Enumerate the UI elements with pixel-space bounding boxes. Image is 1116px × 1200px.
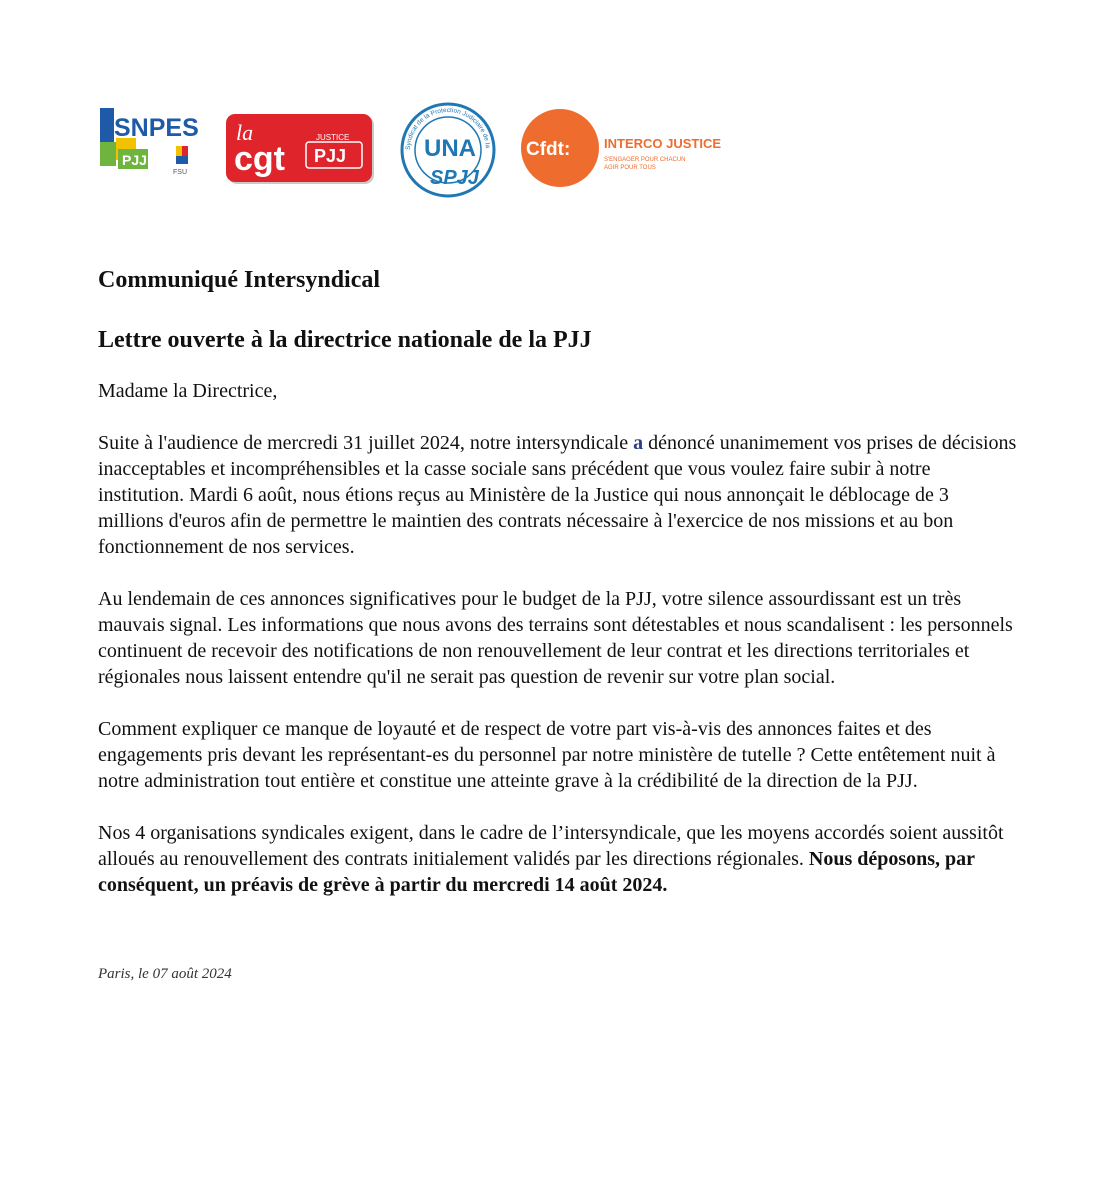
paragraph-1-start: Suite à l'audience de mercredi 31 juillet 2024, notre intersyndicale — [98, 432, 634, 454]
strike-notice: Nous déposons, par conséquent, un préavis de grève à partir du mercredi 14 août 2024. — [98, 848, 975, 896]
document-title: Communiqué Intersyndical — [98, 267, 381, 293]
cgt-logo-justice: JUSTICE — [316, 133, 350, 142]
document-subtitle: Lettre ouverte à la directrice nationale de la PJJ — [98, 327, 592, 353]
paragraph-4-text: Nos 4 organisations syndicales exigent, dans le cadre de l’intersyndicale, que les moyens accordés soient aussitôt alloués au renouvellement des contrats initialement validés par les directions régionales. — [98, 822, 1004, 870]
una-ring-text: Syndicat de la Protection Judiciaire de la Jeunesse — [394, 93, 492, 151]
cfdt-logo-name: Cfdt: — [526, 139, 571, 160]
cfdt-logo-tagline-1: S'ENGAGER POUR CHACUN — [604, 157, 686, 163]
cgt-logo-script: la — [236, 120, 254, 145]
paragraph-1 — [98, 430, 1018, 560]
cgt-pjj-logo — [226, 114, 376, 186]
una-spjj-logo — [394, 93, 500, 202]
cgt-logo-name: cgt — [234, 140, 285, 178]
cfdt-logo-tagline-2: AGIR POUR TOUS — [604, 165, 656, 171]
una-logo-letters: UNA — [424, 135, 476, 162]
cgt-logo-pjj: PJJ — [314, 146, 347, 166]
una-logo-spjj: SPJJ — [430, 167, 479, 189]
paragraph-3: Comment expliquer ce manque de loyauté et de respect de votre part vis-à-vis des annonces faites et des engagements pris devant les représentant-es du personnel par notre ministère de tutelle ? Cette entêtement nuit à notre administration tout entière et constitue une atteinte grave à la crédibilité de la direction de la PJJ. — [98, 718, 996, 792]
letter-body — [98, 262, 1018, 984]
cfdt-interco-justice-logo — [520, 108, 722, 188]
paragraph-1-end: dénoncé unanimement vos prises de décisions inacceptables et incompréhensibles et la casse sociale sans précédent que vous voulez faire subir à notre institution. Mardi 6 août, nous étions reçus au Ministère de la Justice qui nous annonçait le déblocage de 3 millions d'euros afin de permettre le maintien des contrats nécessaire à l'exercice de nos missions et au bon fonctionnement de nos services. — [98, 432, 1017, 558]
cfdt-logo-interco: INTERCO JUSTICE — [604, 136, 722, 151]
paragraph-1-highlight: a — [633, 432, 644, 454]
fsu-logo-text: FSU — [173, 169, 187, 176]
snpes-logo-name: SNPES — [114, 114, 199, 142]
salutation: Madame la Directrice, — [98, 380, 278, 402]
signoff-date: Paris, le 07 août 2024 — [98, 966, 232, 982]
snpes-pjj-logo — [100, 108, 210, 188]
union-logos — [100, 93, 722, 198]
paragraph-4 — [98, 820, 1018, 898]
snpes-logo-sub: PJJ — [122, 152, 147, 168]
paragraph-2: Au lendemain de ces annonces significatives pour le budget de la PJJ, votre silence assourdissant est un très mauvais signal. Les informations que nous avons des terrains sont détestables et nous scandalisent : les personnels continuent de recevoir des notifications de non renouvellement de leur contrat et les directions territoriales et régionales nous laissent entendre qu'il ne serait pas question de revenir sur votre plan social. — [98, 588, 1013, 688]
